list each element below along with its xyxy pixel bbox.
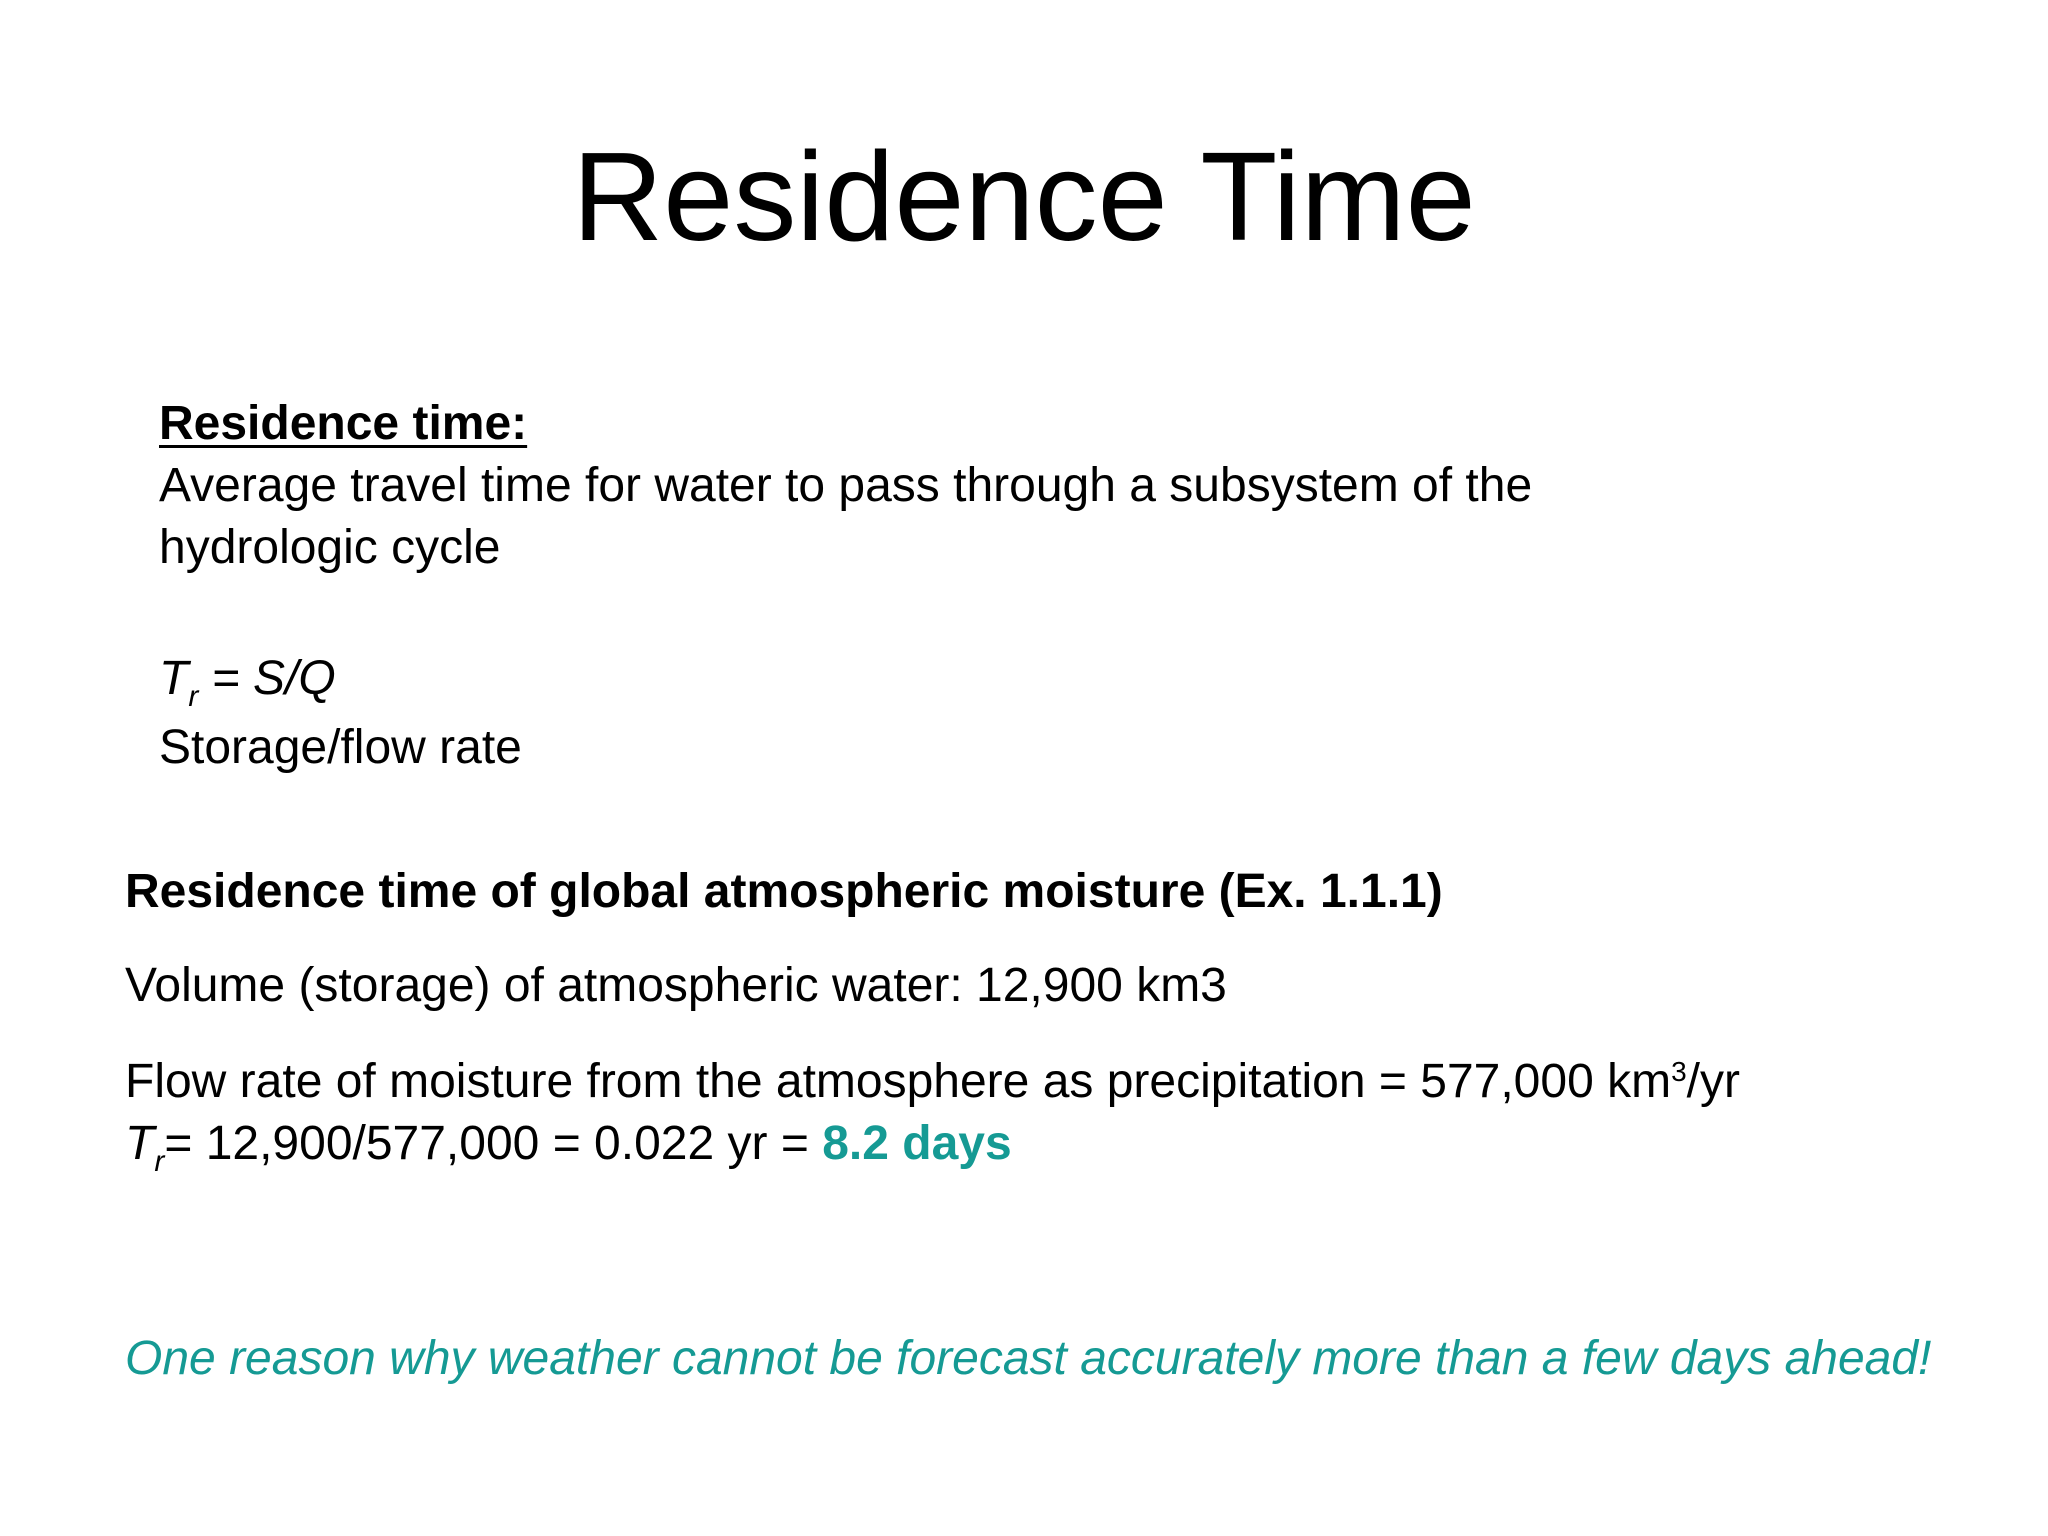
flow-rate-text: Flow rate of moisture from the atmosphere as precipitation = 577,000 km <box>125 1055 1672 1108</box>
calc-result: 8.2 days <box>822 1117 1012 1170</box>
calculation-line <box>125 1113 1012 1178</box>
volume-line: Volume (storage) of atmospheric water: 12,900 km3 <box>125 959 1227 1012</box>
flow-rate-unit: /yr <box>1686 1055 1740 1108</box>
forecast-note: One reason why weather cannot be forecast accurately more than a few days ahead! <box>125 1332 1932 1385</box>
formula-symbol: T <box>159 652 189 705</box>
formula-subscript: r <box>188 680 199 713</box>
definition-heading: Residence time: <box>159 397 528 450</box>
formula-rhs: = S/Q <box>198 652 336 705</box>
definition-block <box>159 393 1759 579</box>
example-heading: Residence time of global atmospheric moisture (Ex. 1.1.1) <box>125 865 1443 918</box>
flow-rate-exponent: 3 <box>1671 1056 1687 1087</box>
residence-time-formula <box>159 648 336 713</box>
slide-title: Residence Time <box>572 126 1476 267</box>
definition-text: Average travel time for water to pass through a subsystem of the hydrologic cycle <box>159 459 1533 574</box>
calc-text: = 12,900/577,000 = 0.022 yr = <box>164 1117 823 1170</box>
calc-symbol: T <box>125 1117 155 1170</box>
flow-rate-line <box>125 1051 1740 1113</box>
formula-description: Storage/flow rate <box>159 721 522 774</box>
calc-subscript: r <box>154 1145 165 1178</box>
